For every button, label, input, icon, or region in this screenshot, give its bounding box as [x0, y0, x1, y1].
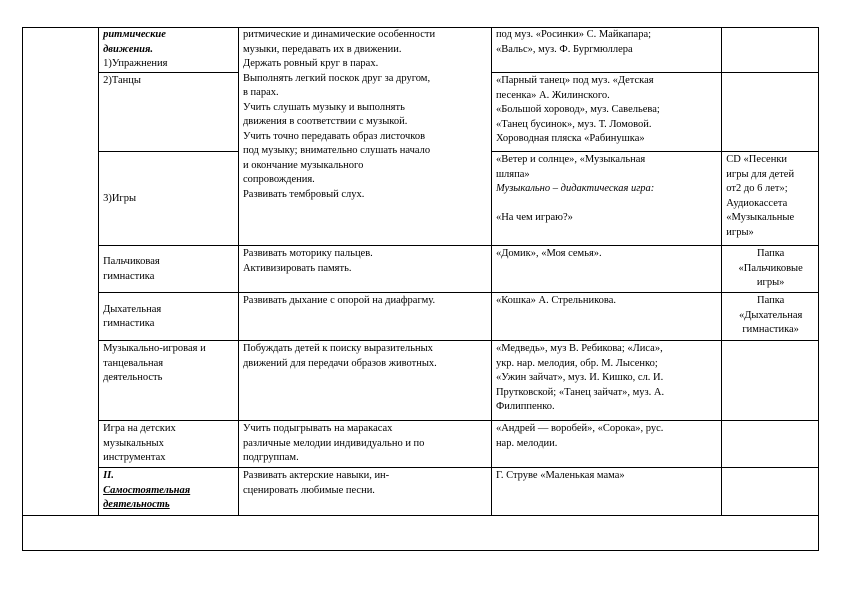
- repertoire-line: Г. Струве «Маленькая мама»: [495, 470, 625, 481]
- materials-cell: [722, 293, 819, 341]
- materials-cell: [722, 341, 819, 421]
- material-line: «Пальчиковые: [738, 262, 803, 274]
- activity-type-line: музыкальных: [103, 437, 164, 449]
- repertoire-line: «Андрей — воробей», «Сорока», рус.: [495, 423, 664, 434]
- repertoire-line: «На чем играю?»: [495, 212, 573, 223]
- table-row: [23, 341, 819, 421]
- material-line: Аудиокассета: [726, 197, 788, 209]
- repertoire-cell: [491, 246, 721, 293]
- activity-type-cell: [99, 73, 239, 152]
- materials-cell: [722, 421, 819, 468]
- repertoire-cell: [491, 28, 721, 73]
- activity-type-line: Дыхательная: [103, 303, 162, 315]
- repertoire-line: «Танец бусинок», муз. Т. Ломовой.: [495, 118, 652, 130]
- repertoire-cell: [491, 421, 721, 468]
- table-row: [23, 246, 819, 293]
- activity-type-line: Игра на детских: [103, 423, 176, 434]
- empty-cell: [23, 516, 819, 551]
- repertoire-line: под муз. «Росинки» С. Майкапара;: [495, 29, 652, 40]
- material-line: гимнастика»: [742, 324, 799, 335]
- repertoire-cell: [491, 152, 721, 246]
- material-line: «Дыхательная: [738, 309, 803, 321]
- tasks-cell: [238, 246, 491, 293]
- repertoire-line: «Ветер и солнце», «Музыкальная: [495, 154, 646, 165]
- material-line: игры»: [726, 226, 754, 238]
- task-line: Побуждать детей к поиску выразительных: [242, 343, 433, 354]
- tasks-cell: [238, 468, 491, 516]
- activity-type-cell: [99, 152, 239, 246]
- repertoire-cell: [491, 341, 721, 421]
- material-line: Папка: [756, 295, 785, 306]
- task-line: различные мелодии индивидуально и по: [242, 437, 425, 449]
- repertoire-line: «Большой хоровод», муз. Савельева;: [495, 104, 660, 115]
- table-row-empty: [23, 516, 819, 551]
- tasks-cell: [238, 293, 491, 341]
- repertoire-line: «Медведь», муз В. Ребикова; «Лиса»,: [495, 343, 663, 354]
- task-line: в парах.: [242, 87, 279, 98]
- task-line: и окончание музыкального: [242, 159, 364, 171]
- tasks-cell: [238, 341, 491, 421]
- repertoire-cell: [491, 468, 721, 516]
- task-line: подгруппам.: [242, 452, 299, 463]
- materials-cell: [722, 28, 819, 73]
- repertoire-line: песенка» А. Жилинского.: [495, 89, 610, 101]
- activity-type-cell: [99, 246, 239, 293]
- activity-type-line: Пальчиковая: [103, 256, 160, 267]
- task-line: ритмические и динамические особенности: [242, 29, 436, 40]
- repertoire-line: Филиппенко.: [495, 401, 555, 412]
- repertoire-line: нар. мелодии.: [495, 437, 558, 449]
- repertoire-line: «Вальс», муз. Ф. Бургмюллера: [495, 43, 633, 55]
- material-line: игры»: [756, 277, 785, 288]
- didactic-game-label: Музыкально – дидактическая игра:: [495, 183, 655, 194]
- material-line: «Музыкальные: [726, 212, 795, 223]
- activity-type-line: инструментах: [103, 452, 166, 463]
- task-line: Развивать тембровый слух.: [242, 188, 365, 200]
- activity-type-label: 3)Игры: [103, 192, 137, 204]
- activity-type-line: деятельность: [103, 372, 163, 383]
- materials-cell: [722, 468, 819, 516]
- section-number: II.: [103, 470, 114, 481]
- task-line: Развивать актерские навыки, ин-: [242, 470, 390, 481]
- table-row: [23, 468, 819, 516]
- repertoire-line: «Домик», «Моя семья».: [495, 248, 602, 259]
- activity-type-line: ритмические: [103, 29, 166, 40]
- repertoire-line: «Парный танец» под муз. «Детская: [495, 75, 654, 86]
- repertoire-line: укр. нар. мелодия, обр. М. Лысенко;: [495, 357, 658, 369]
- material-line: от2 до 6 лет»;: [726, 183, 788, 194]
- activity-type-line: гимнастика: [103, 270, 155, 282]
- task-line: движений для передачи образов животных.: [242, 357, 437, 369]
- task-line: Выполнять легкий поскок друг за другом,: [242, 72, 431, 84]
- materials-cell: [722, 246, 819, 293]
- materials-cell: [722, 73, 819, 152]
- activity-type-line: Музыкально-игровая и: [103, 343, 206, 354]
- task-line: движения в соответствии с музыкой.: [242, 116, 408, 127]
- task-line: Развивать моторику пальцев.: [242, 248, 373, 259]
- section-column-cell: [23, 28, 99, 516]
- repertoire-line: Прутковской; «Танец зайчат», муз. А.: [495, 386, 665, 398]
- task-line: под музыку; внимательно слушать начало: [242, 145, 431, 156]
- material-line: Папка: [756, 248, 785, 259]
- section-title-line: Самостоятельная: [103, 484, 191, 496]
- repertoire-line: «Кошка» А. Стрельникова.: [495, 295, 616, 306]
- table-row: [23, 293, 819, 341]
- material-line: CD «Песенки: [726, 154, 788, 165]
- activity-subtype: 1)Упражнения: [103, 58, 168, 69]
- activity-type-cell: [99, 341, 239, 421]
- activity-type-line: гимнастика: [103, 318, 155, 329]
- repertoire-cell: [491, 293, 721, 341]
- task-line: сопровождения.: [242, 174, 315, 185]
- activity-type-cell: [99, 468, 239, 516]
- task-line: Держать ровный круг в парах.: [242, 58, 379, 69]
- task-line: музыки, передавать их в движении.: [242, 43, 402, 55]
- activity-type-cell: [99, 28, 239, 73]
- task-line: Учить точно передавать образ листочков: [242, 130, 426, 142]
- table-row: [23, 421, 819, 468]
- activity-type-cell: [99, 293, 239, 341]
- material-line: игры для детей: [726, 168, 795, 180]
- repertoire-cell: [491, 73, 721, 152]
- repertoire-line: «Ужин зайчат», муз. И. Кишко, сл. И.: [495, 372, 664, 383]
- spacer: [496, 197, 718, 212]
- table-row: [23, 28, 819, 73]
- section-title-line: деятельность: [103, 499, 170, 510]
- task-line: Развивать дыхание с опорой на диафрагму.: [242, 295, 436, 306]
- task-line: Учить слушать музыку и выполнять: [242, 101, 405, 113]
- repertoire-line: Хороводная пляска «Рабинушка»: [495, 133, 645, 144]
- repertoire-line: шляпа»: [495, 168, 530, 180]
- activity-type-label: 2)Танцы: [103, 75, 141, 86]
- task-line: Учить подыгрывать на маракасах: [242, 423, 393, 434]
- task-line: сценировать любимые песни.: [242, 484, 375, 496]
- tasks-cell: [238, 28, 491, 246]
- materials-cell: [722, 152, 819, 246]
- activity-type-line: танцевальная: [103, 357, 164, 369]
- tasks-cell: [238, 421, 491, 468]
- task-line: Активизировать память.: [242, 262, 352, 274]
- activity-type-cell: [99, 421, 239, 468]
- program-table: [22, 27, 819, 551]
- activity-type-line: движения.: [103, 43, 154, 55]
